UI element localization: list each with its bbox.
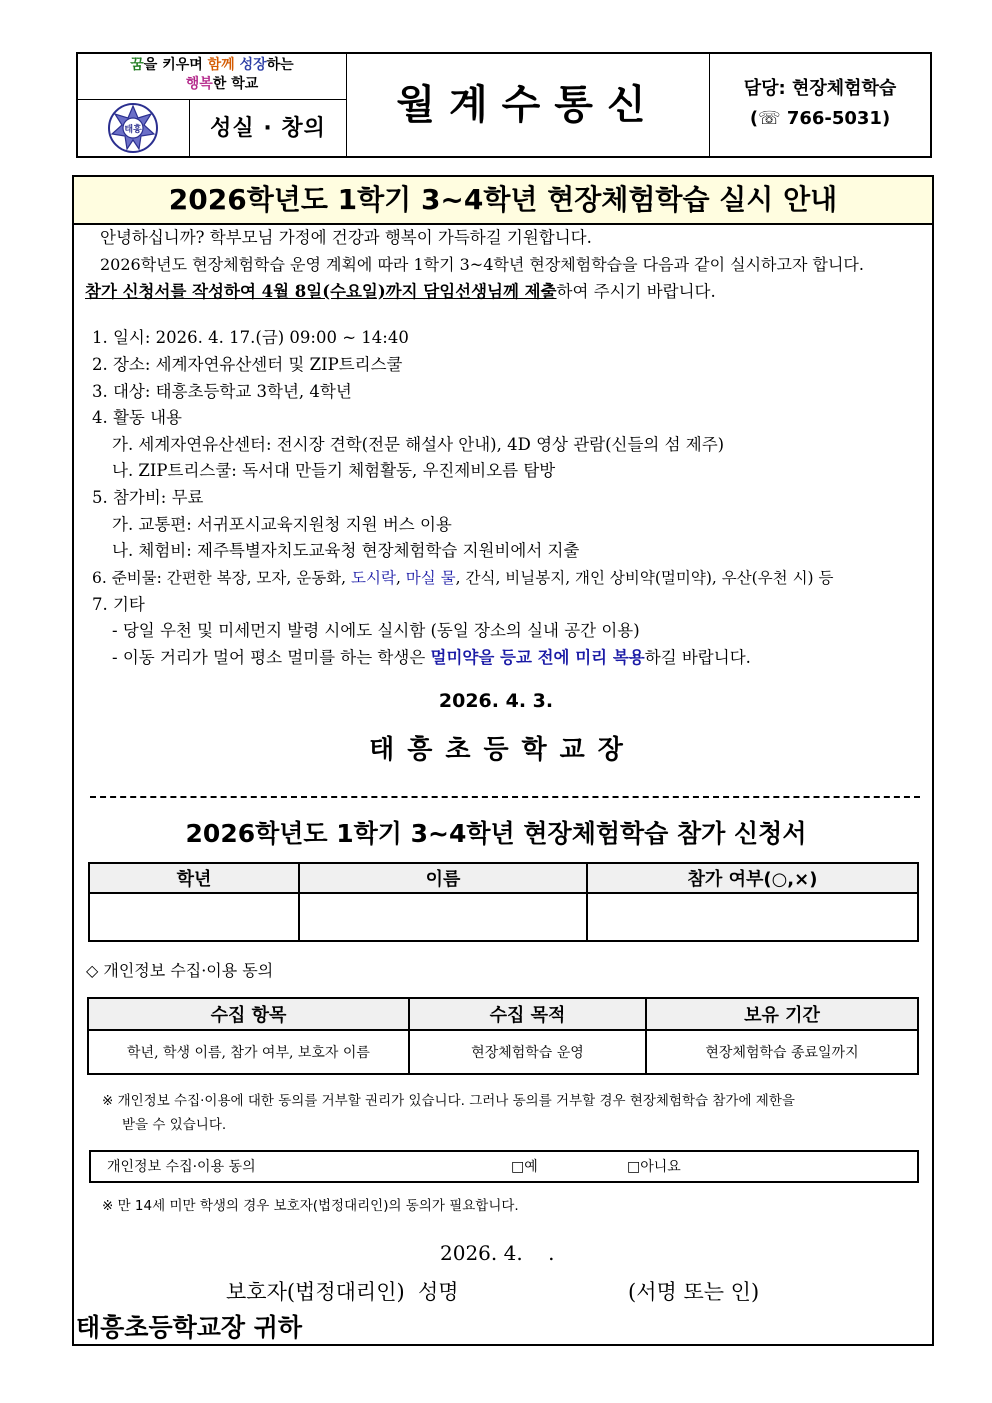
supplies-lunch: 도시락: [351, 569, 396, 587]
consent-label: 개인정보 수집·이용 동의: [107, 1159, 256, 1175]
sign-date: 2026. 4. .: [440, 1241, 555, 1265]
notice-date: 2026. 4. 3.: [438, 690, 554, 712]
item-activity-a: 가. 세계자연유산센터: 전시장 견학(전문 해설사 안내), 4D 영상 관람(신들의 섬 제주): [112, 435, 725, 454]
recipient: 태흥초등학교장 귀하: [76, 1313, 303, 1342]
col-name: 이름: [299, 863, 587, 893]
item-activities: 4. 활동 내용: [92, 408, 182, 427]
privacy-notice-line1: ※ 개인정보 수집·이용에 대한 동의를 거부할 권리가 있습니다. 그러나 동의를 거부할 경우 현장체험학습 참가에 제한을: [102, 1093, 795, 1109]
slogan-line-1-part: 하는: [266, 57, 294, 73]
item-other: 7. 기타: [92, 595, 145, 614]
greeting: 안녕하십니까? 학부모님 가정에 건강과 행복이 가득하길 기원합니다.: [100, 228, 592, 247]
supplies-sep: ,: [395, 569, 406, 587]
intro: 2026학년도 현장체험학습 운영 계획에 따라 1학기 3~4학년 현장체험학습을 다음과 같이 실시하고자 합니다.: [100, 255, 864, 274]
supplies-tail: , 간식, 비닐봉지, 개인 상비약(멀미약), 우산(우천 시) 등: [455, 569, 834, 587]
privacy-col-period: 보유 기간: [646, 998, 918, 1030]
col-grade: 학년: [89, 863, 299, 893]
school-slogan: [78, 54, 346, 100]
contact-info: [710, 54, 930, 156]
privacy-period-value: 현장체험학습 종료일까지: [646, 1030, 918, 1074]
consent-no-checkbox[interactable]: □아니요: [627, 1159, 681, 1175]
slogan-line-1-part: 꿈: [130, 57, 144, 73]
request-line: [85, 281, 716, 303]
request-tail: 하여 주시기 바랍니다.: [556, 282, 716, 301]
item-place: 2. 장소: 세계자연유산센터 및 ZIP트리스쿨: [92, 355, 403, 374]
slogan-line-2-part: 행복: [185, 76, 213, 92]
item-supplies: [92, 567, 834, 589]
item-fee-b: 나. 체험비: 제주특별자치도교육청 현장체험학습 지원비에서 지출: [112, 541, 580, 560]
school-emblem-icon: [78, 100, 188, 156]
item-target: 3. 대상: 태흥초등학교 3학년, 4학년: [92, 382, 352, 401]
newsletter-header: [76, 52, 932, 158]
privacy-table: [87, 997, 919, 1075]
school-motto: 성실 · 창의: [210, 116, 326, 141]
request-emphasis: 참가 신청서를 작성하여 4월 8일(수요일)까지 담임선생님께 제출: [85, 282, 557, 301]
col-participation: 참가 여부(○,×): [587, 863, 918, 893]
school-logo: [78, 100, 190, 158]
other-b-emphasis: 멀미약을 등교 전에 미리 복용: [430, 648, 645, 667]
item-other-a: - 당일 우천 및 미세먼지 발령 시에도 실시함 (동일 장소의 실내 공간 이용): [112, 621, 640, 640]
item-other-b: [112, 647, 751, 669]
newsletter-title: 월계수통신: [346, 54, 710, 156]
supplies-water: 마실 물: [405, 569, 456, 587]
slogan-line-1-part: 을 키우며: [143, 57, 208, 73]
privacy-notice-line2: 받을 수 있습니다.: [122, 1117, 227, 1133]
contact-label: 담당: 현장체험학습: [743, 78, 897, 99]
slogan-line-1-part: 성장: [239, 57, 267, 73]
guardian-name-label: 보호자(법정대리인) 성명: [226, 1280, 459, 1304]
item-activity-b: 나. ZIP트리스쿨: 독서대 만들기 체험활동, 우진제비오름 탐방: [112, 461, 556, 480]
consent-box: [89, 1150, 919, 1183]
other-b-tail: 하길 바랍니다.: [644, 648, 751, 667]
item-fee: 5. 참가비: 무료: [92, 488, 204, 507]
notice-title: 2026학년도 1학기 3~4학년 현장체험학습 실시 안내: [74, 177, 932, 225]
privacy-col-purpose: 수집 목적: [409, 998, 646, 1030]
supplies-head: 6. 준비물: 간편한 복장, 모자, 운동화,: [92, 569, 352, 587]
application-table: [88, 862, 919, 942]
form-title: 2026학년도 1학기 3~4학년 현장체험학습 참가 신청서: [185, 819, 807, 848]
slogan-line-1-part: 함께: [207, 57, 235, 73]
item-fee-a: 가. 교통편: 서귀포시교육지원청 지원 버스 이용: [112, 515, 452, 534]
other-b-head: - 이동 거리가 멀어 평소 멀미를 하는 학생은: [112, 648, 431, 667]
privacy-purpose-value: 현장체험학습 운영: [409, 1030, 646, 1074]
slogan-line-2: [78, 75, 346, 94]
privacy-col-items: 수집 항목: [88, 998, 409, 1030]
signature-hint: (서명 또는 인): [628, 1280, 760, 1304]
slogan-line-2-part: 한 학교: [212, 76, 259, 92]
participation-input-cell[interactable]: [587, 893, 918, 941]
slogan-line-1: [78, 56, 346, 75]
consent-yes-checkbox[interactable]: □예: [511, 1159, 538, 1175]
age-notice: ※ 만 14세 미만 학생의 경우 보호자(법정대리인)의 동의가 필요합니다.: [102, 1198, 519, 1214]
privacy-heading: ◇ 개인정보 수집·이용 동의: [86, 961, 274, 980]
name-input-cell[interactable]: [299, 893, 587, 941]
logo-text: 태흥: [124, 125, 142, 135]
notice-signer: 태흥초등학교장: [369, 735, 636, 765]
item-date: 1. 일시: 2026. 4. 17.(금) 09:00 ~ 14:40: [92, 328, 409, 347]
contact-phone: (☏ 766-5031): [749, 108, 891, 129]
cut-line: [90, 796, 920, 798]
privacy-items-value: 학년, 학생 이름, 참가 여부, 보호자 이름: [88, 1030, 409, 1074]
grade-input-cell[interactable]: [89, 893, 299, 941]
